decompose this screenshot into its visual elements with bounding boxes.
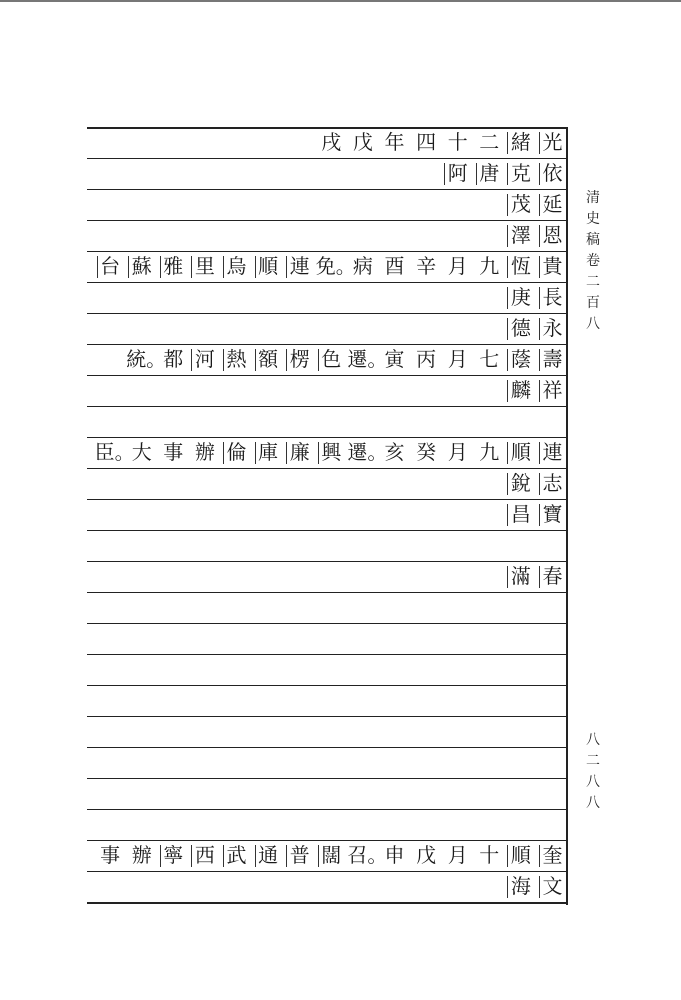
text-cell: 克 [505,161,536,186]
text-cell: 恆 [505,254,536,279]
margin-char: 八 [586,795,600,811]
text-cell: 亥 [384,440,405,464]
text-cell: 阿 [442,161,473,186]
text-cell: 闊 [316,843,347,868]
text-cell: 事 [100,843,121,867]
text-cell: 麟 [505,378,536,403]
text-cell: 通 [253,843,284,868]
text-cell: 統。 [126,347,167,371]
text-cell: 順 [505,440,536,465]
text-cell: 烏 [221,254,252,279]
ruled-line [87,902,566,904]
text-cell: 事 [163,440,184,464]
ruled-line [87,685,566,686]
text-cell: 十 [479,843,500,867]
text-cell: 戊 [416,843,437,867]
table-right-border [566,127,568,905]
text-cell: 月 [447,254,468,278]
text-cell: 台 [95,254,126,279]
text-cell: 月 [447,843,468,867]
text-cell: 病 [352,254,373,278]
table-row [87,189,566,220]
text-cell: 壽 [537,347,568,372]
text-cell: 辦 [131,843,152,867]
ruled-line [87,530,566,531]
margin-char: 百 [586,295,600,311]
text-cell: 戊 [352,130,373,154]
text-cell: 楞 [284,347,315,372]
text-cell: 額 [253,347,284,372]
margin-char: 史 [586,211,600,227]
table-row [87,468,566,499]
text-cell: 奎 [537,843,568,868]
table-row [87,313,566,344]
text-cell: 德 [505,316,536,341]
text-cell: 順 [253,254,284,279]
text-cell: 茂 [505,192,536,217]
margin-char: 卷 [586,253,600,269]
table-row [87,220,566,251]
text-cell: 酉 [384,254,405,278]
text-cell: 色 [316,347,347,372]
margin-char: 清 [586,190,600,206]
ruled-line [87,716,566,717]
text-cell: 祥 [537,378,568,403]
text-cell: 七 [479,347,500,371]
text-cell: 倫 [221,440,252,465]
text-cell: 申 [384,843,405,867]
table-row [87,840,566,871]
margin-char: 二 [586,274,600,290]
text-cell: 海 [505,874,536,899]
text-cell: 西 [189,843,220,868]
ruled-line [87,592,566,593]
table-row [87,871,566,902]
text-cell: 二 [479,130,500,154]
text-cell: 恩 [537,223,568,248]
text-cell: 依 [537,161,568,186]
text-cell: 唐 [474,161,505,186]
text-cell: 召。 [347,843,388,867]
margin-char: 八 [586,774,600,790]
text-cell: 月 [447,440,468,464]
table-row [87,375,566,406]
margin-char: 八 [586,732,600,748]
text-cell: 延 [537,192,568,217]
text-cell: 順 [505,843,536,868]
text-cell: 長 [537,285,568,310]
text-cell: 昌 [505,502,536,527]
table-row [87,158,566,189]
text-cell: 辛 [416,254,437,278]
text-cell: 廉 [284,440,315,465]
table-row [87,344,566,375]
text-cell: 滿 [505,564,536,589]
table-row [87,251,566,282]
text-cell: 戌 [321,130,342,154]
text-cell: 普 [284,843,315,868]
ruled-line [87,778,566,779]
text-cell: 辦 [194,440,215,464]
margin-char: 二 [586,753,600,769]
ruled-line [87,809,566,810]
table-row [87,561,566,592]
text-cell: 文 [537,874,568,899]
text-cell: 大 [131,440,152,464]
text-cell: 緒 [505,130,536,155]
ruled-line [87,406,566,407]
text-cell: 年 [384,130,405,154]
ruled-line [87,623,566,624]
text-cell: 蘇 [126,254,157,279]
text-cell: 癸 [416,440,437,464]
text-cell: 寧 [158,843,189,868]
text-cell: 貴 [537,254,568,279]
text-cell: 澤 [505,223,536,248]
text-cell: 九 [479,254,500,278]
text-cell: 庚 [505,285,536,310]
text-cell: 免。 [315,254,356,278]
text-cell: 遷。 [347,347,388,371]
text-cell: 臣。 [94,440,135,464]
text-cell: 月 [447,347,468,371]
margin-char: 八 [586,316,600,332]
ruled-line [87,747,566,748]
text-cell: 河 [189,347,220,372]
text-cell: 九 [479,440,500,464]
text-cell: 庫 [253,440,284,465]
table-row [87,127,566,158]
margin-char: 稿 [586,232,600,248]
text-cell: 丙 [416,347,437,371]
text-cell: 四 [416,130,437,154]
text-cell: 武 [221,843,252,868]
text-cell: 銳 [505,471,536,496]
text-cell: 光 [537,130,568,155]
text-cell: 蔭 [505,347,536,372]
text-cell: 遷。 [347,440,388,464]
text-cell: 永 [537,316,568,341]
table-row [87,437,566,468]
text-cell: 里 [189,254,220,279]
table-row [87,282,566,313]
text-cell: 春 [537,564,568,589]
text-cell: 熱 [221,347,252,372]
text-cell: 十 [447,130,468,154]
text-cell: 連 [284,254,315,279]
text-cell: 興 [316,440,347,465]
text-cell: 寅 [384,347,405,371]
text-cell: 寶 [537,502,568,527]
ruled-line [87,654,566,655]
text-cell: 雅 [158,254,189,279]
text-cell: 連 [537,440,568,465]
text-cell: 都 [163,347,184,371]
scan-top-border [0,0,681,2]
table-row [87,499,566,530]
text-cell: 志 [537,471,568,496]
